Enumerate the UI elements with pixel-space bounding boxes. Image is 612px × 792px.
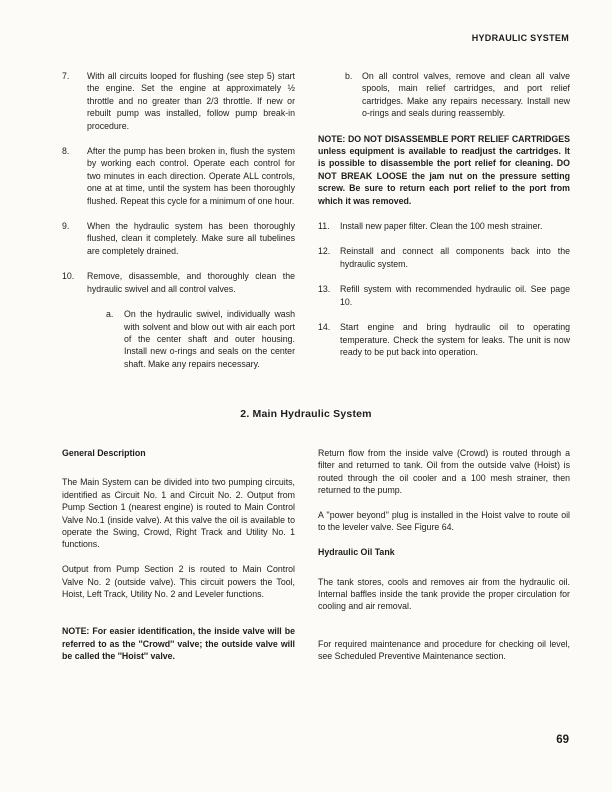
substep-letter: a. — [106, 309, 114, 320]
step-12 — [318, 245, 570, 270]
substep-text: On all control valves, remove and clean all valve spools, main relief cartridges, and port relief cartridges. Make any repairs necessary. Install new o-rings and seals during reassembly. — [362, 71, 570, 119]
step-text: Start engine and bring hydraulic oil to operating temperature. Check the system for leaks. The unit is now ready to be put back into operation. — [340, 322, 570, 357]
power-beyond-para: A ''power beyond'' plug is installed in the Hoist valve to route oil to the leveler valve. See Figure 64. — [318, 510, 570, 533]
step-8 — [62, 145, 295, 207]
page-header-title: HYDRAULIC SYSTEM — [471, 33, 569, 43]
left-column-top — [62, 70, 295, 383]
general-description-para1: The Main System can be divided into two pumping circuits, identified as Circuit No. 1 and Circuit No. 2. Output from Pump Section 1 (nearest engine) is routed to Main Control Valve No.1 (inside valve). At this valve the oil is available to operate the Swing, Crowd, Right Track and Utility No. 1 functions. — [62, 477, 295, 550]
step-14 — [318, 321, 570, 358]
substep-b — [345, 70, 570, 120]
step-text: Install new paper filter. Clean the 100 mesh strainer. — [340, 221, 543, 232]
step-number: 10. — [62, 271, 75, 282]
hydraulic-oil-tank-heading: Hydraulic Oil Tank — [318, 547, 395, 558]
step-number: 14. — [318, 322, 331, 333]
maintenance-para: For required maintenance and procedure for checking oil level, see Scheduled Preventive Maintenance section. — [318, 638, 570, 662]
step-13 — [318, 283, 570, 308]
page-number: 69 — [556, 734, 569, 746]
general-description-heading: General Description — [62, 448, 146, 458]
step-text: Remove, disassemble, and thoroughly clean the hydraulic swivel and all control valves. — [87, 271, 295, 294]
step-number: 9. — [62, 221, 70, 232]
step-text: Refill system with recommended hydraulic oil. See page 10. — [340, 284, 570, 307]
step-11 — [318, 220, 570, 232]
right-column-top — [318, 70, 570, 371]
step-text: After the pump has been broken in, flush the system by working each control. Operate each control for two minutes in each direction. Operate ALL controls, one at at time, until the system has been thoroughly flushed. Repeat this cycle for a minimum of one hour. — [87, 146, 295, 206]
step-number: 7. — [62, 71, 70, 81]
step-number: 13. — [318, 284, 331, 295]
general-description-para2: Output from Pump Section 2 is routed to Main Control Valve No. 2 (outside valve). This circuit powers the Tool, Hoist, Left Track, Utility No. 2 and Leveler functions. — [62, 564, 295, 600]
substep-a — [106, 308, 295, 370]
oil-tank-para: The tank stores, cools and removes air from the hydraulic oil. Internal baffles inside the tank provide the proper circulation for cooling and air removal. — [318, 576, 570, 612]
step-9 — [62, 220, 295, 257]
left-column-bottom — [62, 447, 295, 676]
substep-text: On the hydraulic swivel, individually wash with solvent and blow out with air each port of the center shaft and outer housing. Install new o-rings and seals on the center shaft. Make any repairs necessary. — [124, 309, 295, 369]
step-number: 11. — [318, 221, 330, 232]
step-10 — [62, 270, 295, 295]
step-7 — [62, 70, 295, 132]
right-column-bottom — [318, 447, 570, 675]
step-number: 12. — [318, 246, 331, 257]
return-flow-para: Return flow from the inside valve (Crowd) is routed through a filter and returned to tank. Oil from the outside valve (Hoist) is routed through the oil cooler and a 100 mesh strainer, then returned to the pump. — [318, 448, 570, 496]
note-valve-naming: NOTE: For easier identification, the inside valve will be referred to as the ''Crowd'' valve; the outside valve will be called the ''Hoist'' valve. — [62, 626, 295, 662]
note-port-relief: NOTE: DO NOT DISASSEMBLE PORT RELIEF CARTRIDGES unless equipment is available to readjust the cartridges. It is possible to disassemble the port relief for cleaning. DO NOT BREAK LOOSE the jam nut on the pressure setting screw. Be sure to return each port relief to the port from which it was removed. — [318, 133, 570, 206]
step-text: When the hydraulic system has been thoroughly flushed, clean it completely. Make sure all tubelines are completely drained. — [87, 221, 295, 256]
section-heading: 2. Main Hydraulic System — [240, 408, 372, 420]
step-number: 8. — [62, 146, 70, 157]
step-text: With all circuits looped for flushing (see step 5) start the engine. Set the engine at approximately ½ throttle and no greater than 2/3 throttle. If new or rebuilt pump was installed, follow pump break-in procedure. — [87, 71, 295, 131]
step-text: Reinstall and connect all components back into the hydraulic system. — [340, 246, 570, 269]
substep-letter: b. — [345, 71, 353, 81]
